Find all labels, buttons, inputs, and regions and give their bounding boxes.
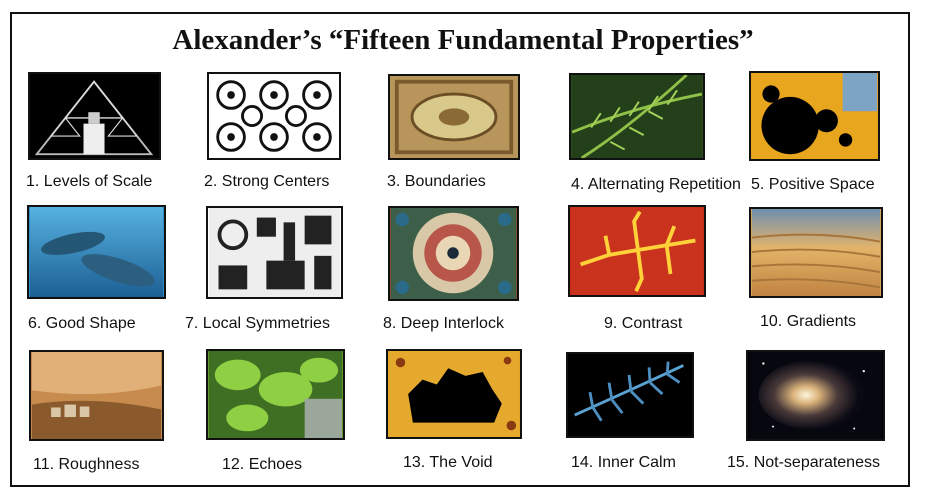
gradients-image (749, 207, 883, 298)
poster-title: Alexander’s “Fifteen Fundamental Properties” (172, 24, 754, 56)
caption-5: 5. Positive Space (751, 176, 875, 193)
caption-6: 6. Good Shape (28, 315, 136, 332)
caption-15: 15. Not-separateness (727, 454, 880, 471)
caption-3: 3. Boundaries (387, 173, 486, 190)
the-void-image (386, 349, 522, 439)
caption-1: 1. Levels of Scale (26, 173, 153, 190)
caption-11: 11. Roughness (33, 456, 140, 473)
caption-7: 7. Local Symmetries (185, 315, 330, 332)
local-symmetries-image (206, 206, 343, 299)
caption-10: 10. Gradients (760, 313, 857, 330)
levels-of-scale-image (28, 72, 161, 160)
caption-12: 12. Echoes (222, 456, 303, 473)
boundaries-image (388, 74, 520, 160)
caption-2: 2. Strong Centers (204, 173, 330, 190)
caption-9: 9. Contrast (604, 315, 683, 332)
contrast-image (568, 205, 706, 297)
good-shape-image (27, 205, 166, 299)
not-separateness-image (746, 350, 885, 441)
caption-13: 13. The Void (403, 454, 493, 471)
caption-4: 4. Alternating Repetition (571, 176, 741, 193)
caption-14: 14. Inner Calm (571, 454, 676, 471)
roughness-image (29, 350, 164, 441)
positive-space-image (749, 71, 880, 161)
caption-8: 8. Deep Interlock (383, 315, 504, 332)
alternating-repetition-image (569, 73, 705, 160)
deep-interlock-image (388, 206, 519, 301)
strong-centers-image (207, 72, 341, 160)
echoes-image (206, 349, 345, 440)
inner-calm-image (566, 352, 694, 438)
